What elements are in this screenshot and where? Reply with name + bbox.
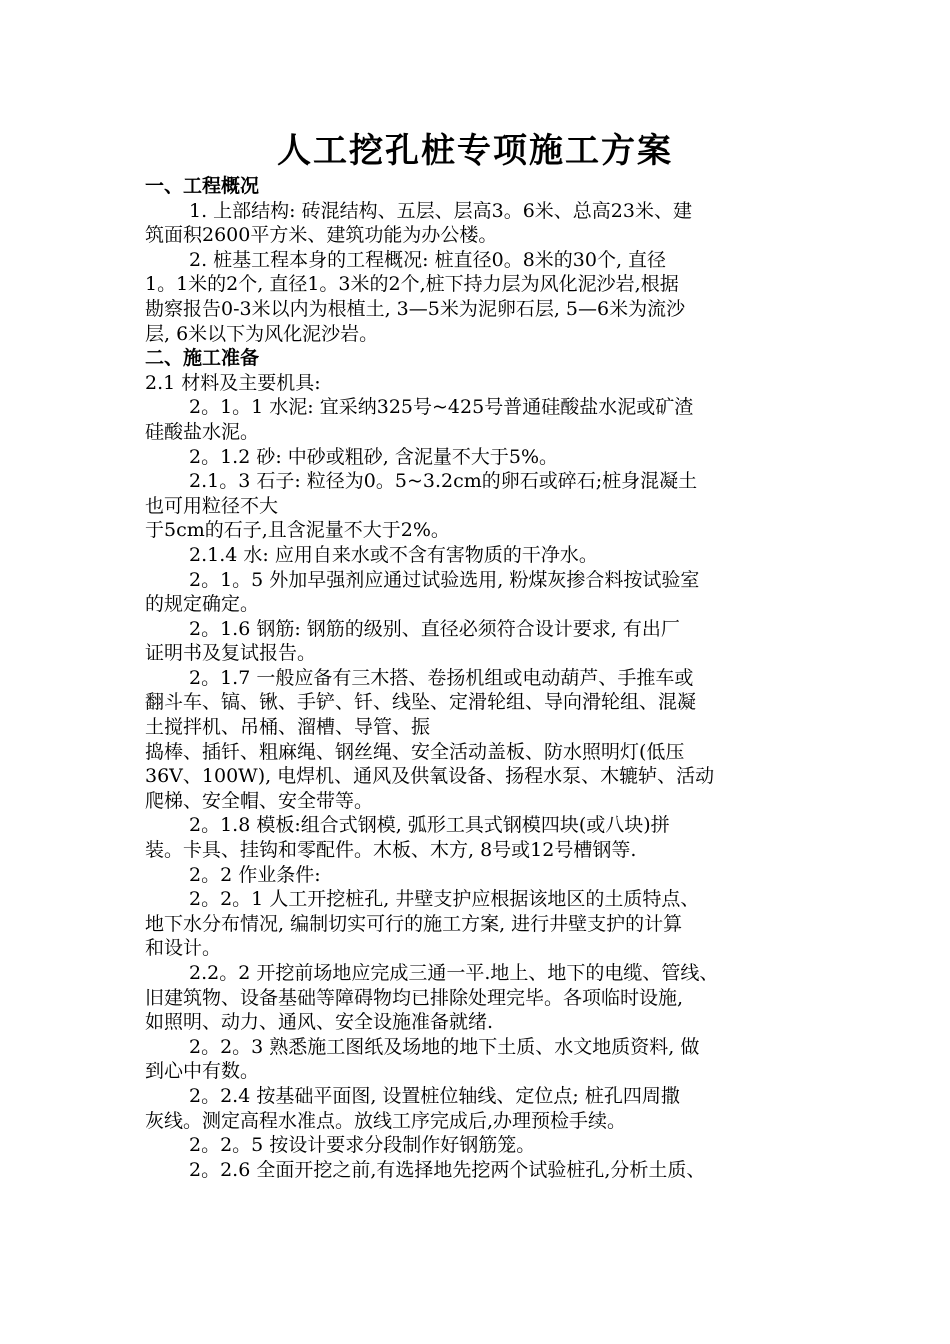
- paragraph-line: 装。卡具、挂钩和零配件。木板、木方, 8号或12号槽钢等.: [145, 839, 637, 862]
- paragraph-line: 证明书及复试报告。: [145, 642, 317, 665]
- paragraph-line: 捣棒、插钎、粗麻绳、钢丝绳、安全活动盖板、防水照明灯(低压: [145, 740, 685, 763]
- paragraph-line: 土搅拌机、吊桶、溜槽、导管、振: [145, 716, 431, 739]
- section-heading: 一、工程概况: [145, 175, 260, 197]
- paragraph-line: 层, 6米以下为风化泥沙岩。: [145, 322, 379, 345]
- paragraph-line: 灰线。测定高程水准点。放线工序完成后,办理预检手续。: [145, 1109, 627, 1132]
- paragraph-line: 1。1米的2个, 直径1。3米的2个,桩下持力层为风化泥沙岩,根据: [145, 273, 679, 296]
- document-body: [145, 174, 815, 1182]
- paragraph-line: 2。1.7 一般应备有三木搭、卷扬机组或电动葫芦、手推车或: [189, 666, 694, 689]
- paragraph-line: 也可用粒径不大: [145, 494, 279, 517]
- paragraph-line: 于5cm的石子,且含泥量不大于2%。: [145, 519, 450, 542]
- paragraph-line: 2。1.6 钢筋: 钢筋的级别、直径必须符合设计要求, 有出厂: [189, 617, 680, 640]
- paragraph-line: 如照明、动力、通风、安全设施准备就绪.: [145, 1011, 494, 1034]
- paragraph-line: 2。2。3 熟悉施工图纸及场地的地下土质、水文地质资料, 做: [189, 1035, 700, 1058]
- paragraph-line: 硅酸盐水泥。: [145, 420, 260, 443]
- paragraph-line: 2.2。2 开挖前场地应完成三通一平.地上、地下的电缆、管线、: [189, 962, 719, 984]
- paragraph-line: 翻斗车、镐、锹、手铲、钎、线坠、定滑轮组、导向滑轮组、混凝: [145, 691, 697, 714]
- paragraph-line: 2. 桩基工程本身的工程概况: 桩直径0。8米的30个, 直径: [189, 248, 667, 271]
- paragraph-line: 地下水分布情况, 编制切实可行的施工方案, 进行井壁支护的计算: [145, 912, 683, 935]
- paragraph-line: 2。2 作业条件:: [189, 863, 321, 886]
- paragraph-line: 1. 上部结构: 砖混结构、五层、层高3。6米、总高23米、建: [189, 199, 692, 222]
- paragraph-line: 勘察报告0-3米以内为根植土, 3—5米为泥卵石层, 5—6米为流沙: [145, 297, 686, 320]
- paragraph-line: 2.1 材料及主要机具:: [145, 371, 321, 394]
- paragraph-line: 爬梯、安全帽、安全带等。: [145, 789, 374, 812]
- paragraph-line: 2。1.2 砂: 中砂或粗砂, 含泥量不大于5%。: [189, 445, 559, 468]
- paragraph-line: 的规定确定。: [145, 593, 260, 616]
- paragraph-line: 36V、100W), 电焊机、通风及供氧设备、扬程水泵、木辘轳、活动: [145, 765, 715, 788]
- paragraph-line: 2。1。5 外加早强剂应通过试验选用, 粉煤灰掺合料按试验室: [189, 568, 700, 591]
- paragraph-line: 2。2.6 全面开挖之前,有选择地先挖两个试验桩孔,分析土质、: [189, 1158, 706, 1181]
- paragraph-line: 2。1。1 水泥: 宜采纳325号~425号普通硅酸盐水泥或矿渣: [189, 396, 694, 419]
- paragraph-line: 筑面积2600平方米、建筑功能为办公楼。: [145, 224, 498, 247]
- paragraph-line: 2.1.4 水: 应用自来水或不含有害物质的干净水。: [189, 543, 598, 566]
- paragraph-line: 2。2.4 按基础平面图, 设置桩位轴线、定位点; 桩孔四周撒: [189, 1084, 680, 1107]
- document-title: 人工挖孔桩专项施工方案: [277, 131, 673, 171]
- paragraph-line: 旧建筑物、设备基础等障碍物均已排除处理完毕。各项临时设施,: [145, 986, 684, 1009]
- paragraph-line: 2。2。1 人工开挖桩孔, 井壁支护应根据该地区的土质特点、: [189, 888, 700, 911]
- paragraph-line: 2。1.8 模板:组合式钢模, 弧形工具式钢模四块(或八块)拼: [189, 814, 670, 837]
- paragraph-line: 和设计。: [145, 937, 222, 960]
- paragraph-line: 2.1。3 石子: 粒径为0。5~3.2cm的卵石或碎石;桩身混凝土: [189, 470, 698, 493]
- paragraph-line: 2。2。5 按设计要求分段制作好钢筋笼。: [189, 1134, 536, 1157]
- section-heading: 二、施工准备: [145, 347, 260, 370]
- paragraph-line: 到心中有数。: [145, 1060, 260, 1083]
